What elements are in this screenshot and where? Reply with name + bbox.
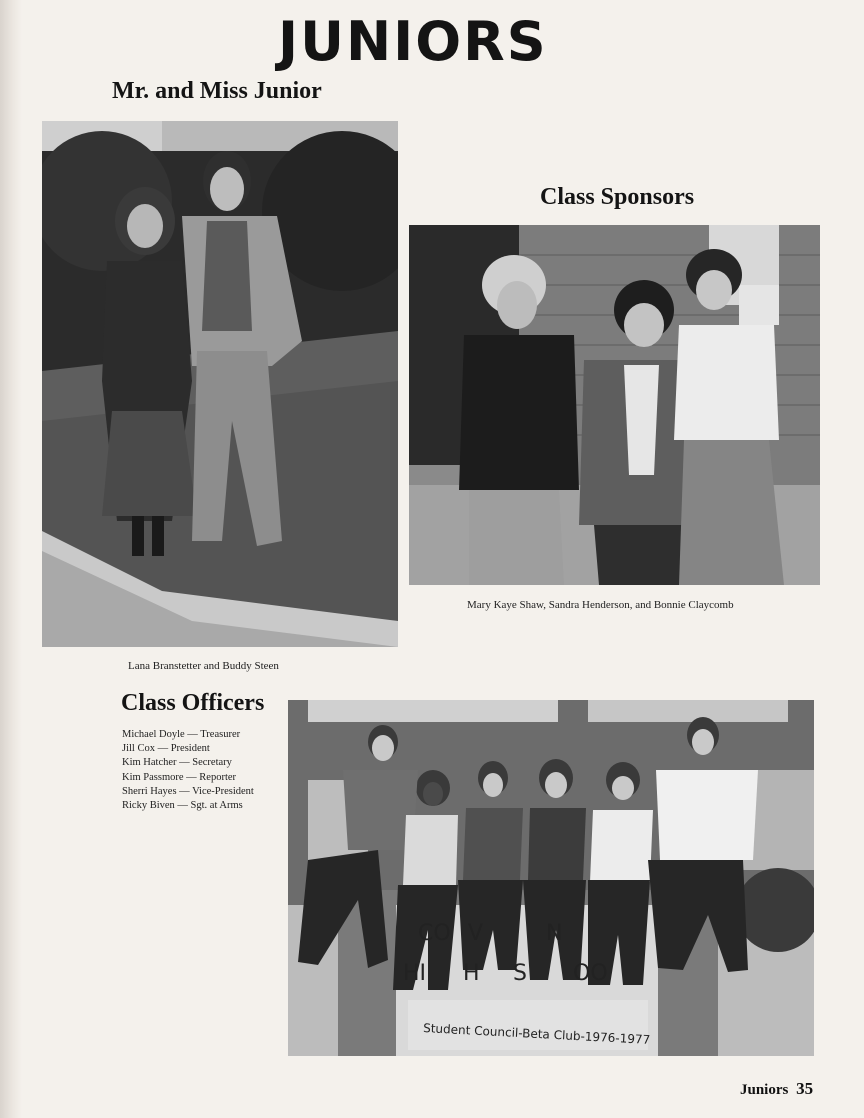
class-officers-list bbox=[122, 728, 254, 813]
officer-president: Jill Cox — President bbox=[122, 743, 210, 755]
sign-plaque-text: Student Council-Beta Club-1976-1977 bbox=[422, 1021, 651, 1047]
officer-reporter: Kim Passmore — Reporter bbox=[122, 771, 237, 783]
page-footer bbox=[740, 1079, 813, 1099]
mr-miss-junior-heading: Mr. and Miss Junior bbox=[112, 78, 322, 104]
page-number: 35 bbox=[796, 1079, 814, 1098]
class-officers-heading: Class Officers bbox=[121, 690, 265, 716]
sign-letters-2: V bbox=[468, 921, 484, 946]
mr-miss-junior-photo bbox=[42, 121, 398, 647]
sign-letters-3: N bbox=[546, 921, 563, 946]
sign-letters-1: CO bbox=[418, 921, 451, 946]
officer-sgt-at-arms: Ricky Biven — Sgt. at Arms bbox=[122, 800, 243, 812]
officer-treasurer: Michael Doyle — Treasurer bbox=[122, 729, 241, 740]
mr-miss-junior-caption: Lana Branstetter and Buddy Steen bbox=[128, 660, 279, 672]
class-sponsors-heading: Class Sponsors bbox=[540, 184, 695, 210]
class-sponsors-photo bbox=[409, 225, 820, 585]
officer-vice-president: Sherri Hayes — Vice-President bbox=[122, 785, 254, 797]
page-title: JUNIORS bbox=[278, 10, 548, 73]
page-binding-shadow bbox=[0, 0, 22, 1118]
class-sponsors-caption: Mary Kaye Shaw, Sandra Henderson, and Bonnie Claycomb bbox=[467, 599, 734, 611]
class-officers-photo bbox=[288, 700, 814, 1056]
footer-section-label: Juniors bbox=[740, 1082, 789, 1098]
sign-letters-5: H bbox=[463, 961, 480, 986]
sign-letters-6: S bbox=[513, 961, 527, 986]
officer-secretary: Kim Hatcher — Secretary bbox=[122, 757, 232, 769]
sign-letters-7: OO bbox=[573, 961, 608, 986]
sign-letters-4: HI bbox=[403, 961, 427, 986]
